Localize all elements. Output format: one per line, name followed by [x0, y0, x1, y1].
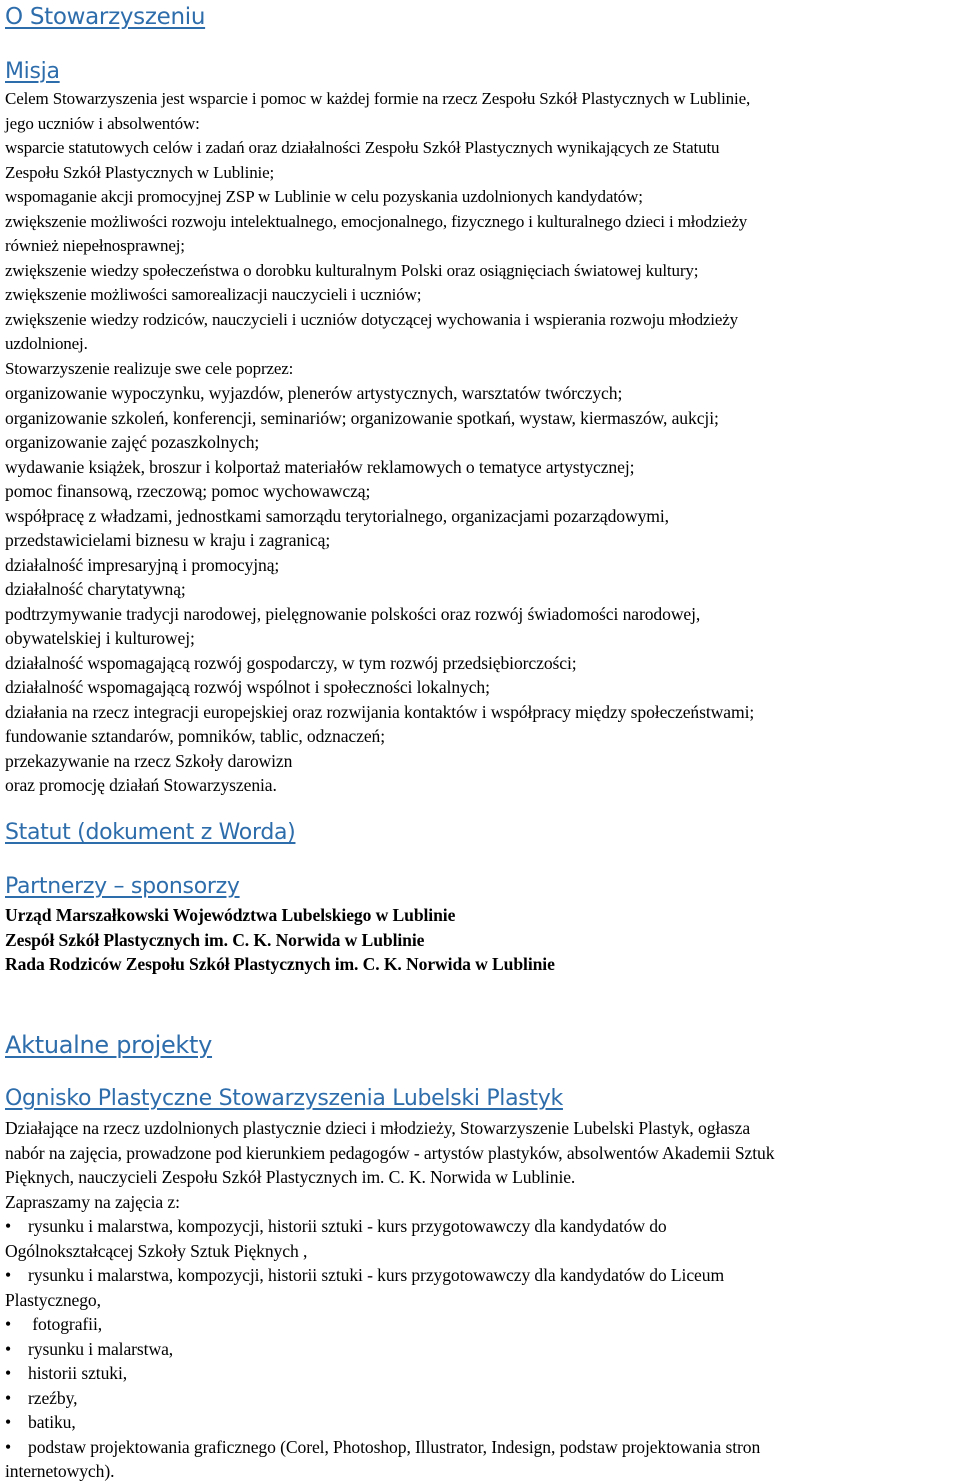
courses-list [5, 1214, 953, 1484]
course-item [5, 1386, 953, 1411]
means-line: działalność charytatywną; [5, 579, 186, 599]
bullet-icon: • [5, 1338, 12, 1359]
misja-line: jego uczniów i absolwentów: [5, 113, 200, 133]
course-text: rysunku i malarstwa, kompozycji, historii sztuki - kurs przygotowawczy dla kandydatów do Liceum [28, 1265, 725, 1285]
course-item [5, 1435, 953, 1460]
course-item [5, 1214, 953, 1239]
intro-line: Pięknych, nauczycieli Zespołu Szkół Plastycznych im. C. K. Norwida w Lublinie. [5, 1167, 576, 1187]
misja-line: Stowarzyszenie realizuje swe cele poprzez: [5, 358, 294, 378]
ognisko-intro [5, 1116, 953, 1214]
means-line: wydawanie książek, broszur i kolportaż materiałów reklamowych o tematyce artystycznej; [5, 456, 635, 477]
bullet-icon: • [5, 1387, 12, 1408]
intro-line: Działające na rzecz uzdolnionych plastycznie dzieci i młodzieży, Stowarzyszenie Lubelski Plastyk, ogłasza [5, 1118, 751, 1138]
misja-heading[interactable]: Misja [5, 59, 60, 84]
means-line: organizowanie zajęć pozaszkolnych; [5, 432, 260, 452]
misja-line: Celem Stowarzyszenia jest wsparcie i pomoc w każdej formie na rzecz Zespołu Szkół Plastycznych w Lublinie, [5, 89, 751, 108]
intro-line: Zapraszamy na zajęcia z: [5, 1191, 180, 1212]
course-cont: internetowych). [5, 1461, 115, 1481]
partner-item: Zespół Szkół Plastycznych im. C. K. Norwida w Lublinie [5, 929, 425, 950]
means-line: przedstawicielami biznesu w kraju i zagranicą; [5, 530, 331, 550]
means-line: działalność impresaryjną i promocyjną; [5, 554, 280, 575]
course-text: rysunku i malarstwa, [28, 1338, 174, 1359]
misja-line: Zespołu Szkół Plastycznych w Lublinie; [5, 162, 275, 182]
course-text: fotografii, [28, 1314, 103, 1334]
misja-line: zwiększenie możliwości rozwoju intelektualnego, emocjonalnego, fizycznego i kulturalnego dzieci i młodzieży [5, 211, 748, 231]
bullet-icon: • [5, 1216, 12, 1236]
partner-item: Rada Rodziców Zespołu Szkół Plastycznych im. C. K. Norwida w Lublinie [5, 954, 555, 974]
course-text: batiku, [28, 1412, 76, 1432]
bullet-icon: • [5, 1314, 12, 1334]
course-item [5, 1337, 953, 1362]
projects-heading[interactable]: Aktualne projekty [5, 1031, 213, 1059]
means-line: obywatelskiej i kulturowej; [5, 628, 195, 648]
intro-line: nabór na zajęcia, prowadzone pod kierunkiem pedagogów - artystów plastyków, absolwentów Akademii Sztuk [5, 1142, 775, 1163]
means-line: przekazywanie na rzecz Szkoły darowizn [5, 750, 293, 771]
misja-line: zwiększenie możliwości samorealizacji nauczycieli i uczniów; [5, 285, 422, 304]
course-text: rysunku i malarstwa, kompozycji, historii sztuki - kurs przygotowawczy dla kandydatów do [28, 1216, 667, 1236]
means-line: oraz promocję działań Stowarzyszenia. [5, 775, 277, 795]
misja-line: zwiększenie wiedzy rodziców, nauczycieli i uczniów dotyczącej wychowania i wspierania rozwoju młodzieży [5, 309, 739, 329]
course-cont: Plastycznego, [5, 1289, 101, 1310]
ognisko-heading[interactable]: Ognisko Plastyczne Stowarzyszenia Lubelski Plastyk [5, 1086, 563, 1111]
course-text: historii sztuki, [28, 1363, 128, 1383]
means-line: pomoc finansową, rzeczową; pomoc wychowawczą; [5, 481, 371, 501]
bullet-icon: • [5, 1265, 12, 1285]
course-item [5, 1361, 953, 1386]
bullet-icon: • [5, 1436, 12, 1457]
misja-line: wspomaganie akcji promocyjnej ZSP w Lublinie w celu pozyskania uzdolnionych kandydatów; [5, 187, 643, 206]
means-line: organizowanie szkoleń, konferencji, seminariów; organizowanie spotkań, wystaw, kiermaszów, aukcji; [5, 407, 719, 428]
course-text: rzeźby, [28, 1387, 78, 1408]
course-item [5, 1312, 953, 1337]
misja-line: wsparcie statutowych celów i zadań oraz działalności Zespołu Szkół Plastycznych wynikających ze Statutu [5, 138, 720, 157]
means-line: działania na rzecz integracji europejskiej oraz rozwijania kontaktów i współpracy między społeczeństwami; [5, 701, 755, 722]
partners-heading[interactable]: Partnerzy – sponsorzy [5, 874, 240, 899]
misja-line: uzdolnionej. [5, 334, 88, 353]
page-title[interactable]: O Stowarzyszeniu [5, 4, 206, 30]
course-cont: Ogólnokształcącej Szkoły Sztuk Pięknych , [5, 1240, 308, 1261]
course-item [5, 1410, 953, 1435]
means-line: działalność wspomagającą rozwój gospodarczy, w tym rozwój przedsiębiorczości; [5, 652, 577, 673]
means-line: fundowanie sztandarów, pomników, tablic, odznaczeń; [5, 726, 386, 746]
means-list [5, 381, 953, 798]
misja-line: zwiększenie wiedzy społeczeństwa o dorobku kulturalnym Polski oraz osiągnięciach światowej kultury; [5, 260, 699, 280]
partner-item: Urząd Marszałkowski Województwa Lubelskiego w Lublinie [5, 905, 456, 925]
bullet-icon: • [5, 1412, 12, 1432]
means-line: organizowanie wypoczynku, wyjazdów, plenerów artystycznych, warsztatów twórczych; [5, 383, 623, 403]
partners-list [5, 903, 953, 977]
means-line: działalność wspomagającą rozwój wspólnot i społeczności lokalnych; [5, 677, 490, 697]
course-item [5, 1263, 953, 1288]
misja-text [5, 87, 953, 381]
bullet-icon: • [5, 1363, 12, 1383]
misja-line: również niepełnosprawnej; [5, 236, 185, 255]
means-line: współpracę z władzami, jednostkami samorządu terytorialnego, organizacjami pozarządowymi, [5, 505, 669, 526]
course-text: podstaw projektowania graficznego (Corel, Photoshop, Illustrator, Indesign, podstaw projektowania stron [28, 1436, 761, 1457]
statut-link[interactable]: Statut (dokument z Worda) [5, 820, 296, 845]
means-line: podtrzymywanie tradycji narodowej, pielęgnowanie polskości oraz rozwój świadomości narodowej, [5, 603, 701, 624]
